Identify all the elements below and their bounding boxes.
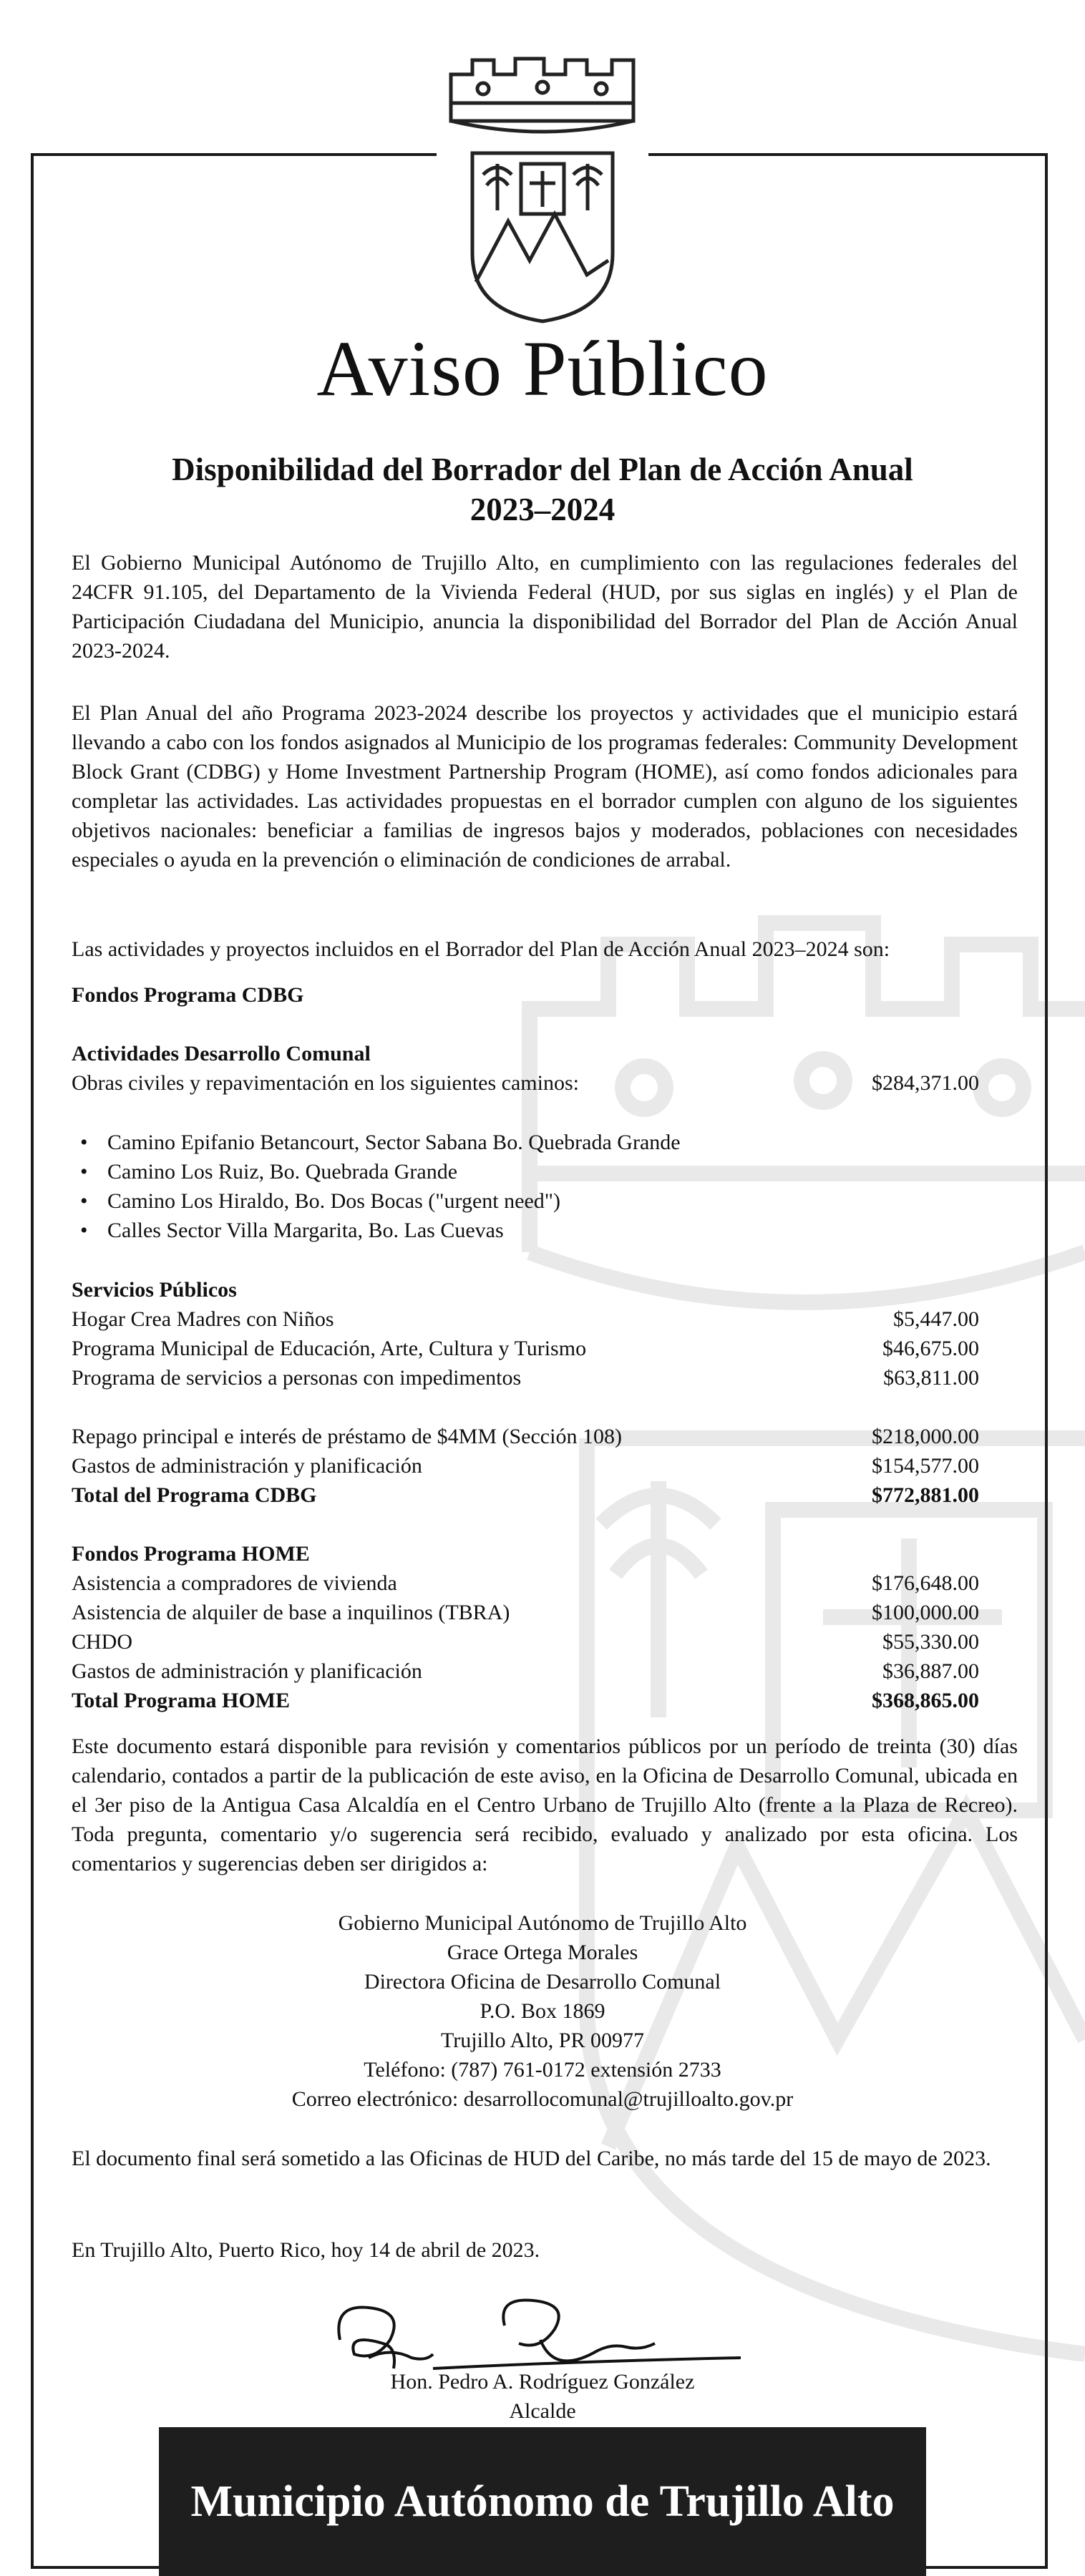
page-title: Aviso Público xyxy=(316,325,769,412)
signer-title: Alcalde xyxy=(509,2399,576,2423)
service-row: Hogar Crea Madres con Niños $5,447.00 xyxy=(72,1307,979,1331)
public-services-heading: Servicios Públicos xyxy=(72,1278,237,1302)
roads-list xyxy=(72,1128,681,1245)
contact-line: Teléfono: (787) 761-0172 extensión 2733 xyxy=(364,2058,721,2082)
signer-block xyxy=(0,2367,1085,2426)
community-heading: Actividades Desarrollo Comunal xyxy=(72,1042,371,1065)
page-subtitle xyxy=(0,449,1085,530)
home-total-row: Total Programa HOME $368,865.00 xyxy=(72,1689,979,1712)
subtitle-line-2: 2023–2024 xyxy=(469,492,616,527)
roads-label: Obras civiles y repavimentación en los siguientes caminos: xyxy=(72,1071,579,1095)
home-row: Gastos de administración y planificación $36,887.00 xyxy=(72,1659,979,1683)
list-item: • Camino Los Ruiz, Bo. Quebrada Grande xyxy=(107,1157,681,1186)
activities-intro: Las actividades y proyectos incluidos en el Borrador del Plan de Acción Anual 2023–2024 son: xyxy=(72,937,890,961)
final-paragraph: El documento final será sometido a las Oficinas de HUD del Caribe, no más tarde del 15 de mayo de 2023. xyxy=(72,2147,991,2170)
cdbg-admin-row: Gastos de administración y planificación $154,577.00 xyxy=(72,1454,979,1478)
contact-line: Directora Oficina de Desarrollo Comunal xyxy=(364,1970,721,1994)
cdbg-heading: Fondos Programa CDBG xyxy=(72,983,304,1007)
contact-email: Correo electrónico: desarrollocomunal@trujilloalto.gov.pr xyxy=(291,2087,794,2111)
signer-name: Hon. Pedro A. Rodríguez González xyxy=(390,2370,695,2394)
contact-line: Gobierno Municipal Autónomo de Trujillo Alto xyxy=(338,1911,747,1935)
home-row: Asistencia de alquiler de base a inquilinos (TBRA) $100,000.00 xyxy=(72,1601,979,1624)
loan-row: Repago principal e interés de préstamo de $4MM (Sección 108) $218,000.00 xyxy=(72,1425,979,1448)
subtitle-line-1: Disponibilidad del Borrador del Plan de Acción Anual xyxy=(172,452,913,487)
list-item: • Calles Sector Villa Margarita, Bo. Las Cuevas xyxy=(107,1216,681,1245)
list-item: • Camino Los Hiraldo, Bo. Dos Bocas ("urgent need") xyxy=(107,1186,681,1216)
roads-amount: $284,371.00 xyxy=(872,1071,979,1095)
roads-row xyxy=(72,1068,979,1098)
service-row: Programa Municipal de Educación, Arte, Cultura y Turismo $46,675.00 xyxy=(72,1337,979,1360)
plan-paragraph: El Plan Anual del año Programa 2023-2024 describe los proyectos y actividades que el municipio estará llevando a cabo con los fondos asignados al Municipio de los programas federales: Community Development Block Grant (CDBG) y Home Investment Partnership Program (HOME), así como fondos adicionales para completar las actividades. Las actividades propuestas en el borrador cumplen con alguno de los siguientes objetivos nacionales: beneficiar a familias de ingresos bajos y moderados, poblaciones con necesidades especiales o ayuda en la prevención o eliminación de condiciones de arrabal. xyxy=(72,701,1018,872)
footer-banner: Municipio Autónomo de Trujillo Alto xyxy=(159,2427,926,2576)
contact-block xyxy=(0,1908,1085,2114)
home-row: CHDO $55,330.00 xyxy=(72,1630,979,1654)
home-heading: Fondos Programa HOME xyxy=(72,1542,310,1566)
municipal-crest-icon xyxy=(437,46,648,325)
date-line: En Trujillo Alto, Puerto Rico, hoy 14 de abril de 2023. xyxy=(72,2238,540,2262)
contact-line: Grace Ortega Morales xyxy=(447,1941,638,1964)
contact-line: Trujillo Alto, PR 00977 xyxy=(441,2029,644,2052)
comments-paragraph: Este documento estará disponible para revisión y comentarios públicos por un período de treinta (30) días calendario, contados a partir de la publicación de este aviso, en la Oficina de Desarrollo Comunal, ubicada en el 3er piso de la Antigua Casa Alcaldía en el Centro Urbano de Trujillo Alto (frente a la Plaza de Recreo). Toda pregunta, comentario y/o sugerencia será recibido, evaluado y analizado por esta oficina. Los comentarios y sugerencias deben ser dirigidos a: xyxy=(72,1735,1018,1875)
service-row: Programa de servicios a personas con impedimentos $63,811.00 xyxy=(72,1366,979,1390)
cdbg-total-row: Total del Programa CDBG $772,881.00 xyxy=(72,1483,979,1507)
contact-line: P.O. Box 1869 xyxy=(480,1999,605,2023)
intro-paragraph: El Gobierno Municipal Autónomo de Trujillo Alto, en cumplimiento con las regulaciones federales del 24CFR 91.105, del Departamento de la Vivienda Federal (HUD, por sus siglas en inglés) y el Plan de Participación Ciudadana del Municipio, anuncia la disponibilidad del Borrador del Plan de Acción Anual 2023-2024. xyxy=(72,551,1018,663)
home-row: Asistencia a compradores de vivienda $176,648.00 xyxy=(72,1571,979,1595)
list-item: • Camino Epifanio Betancourt, Sector Sabana Bo. Quebrada Grande xyxy=(107,1128,681,1157)
